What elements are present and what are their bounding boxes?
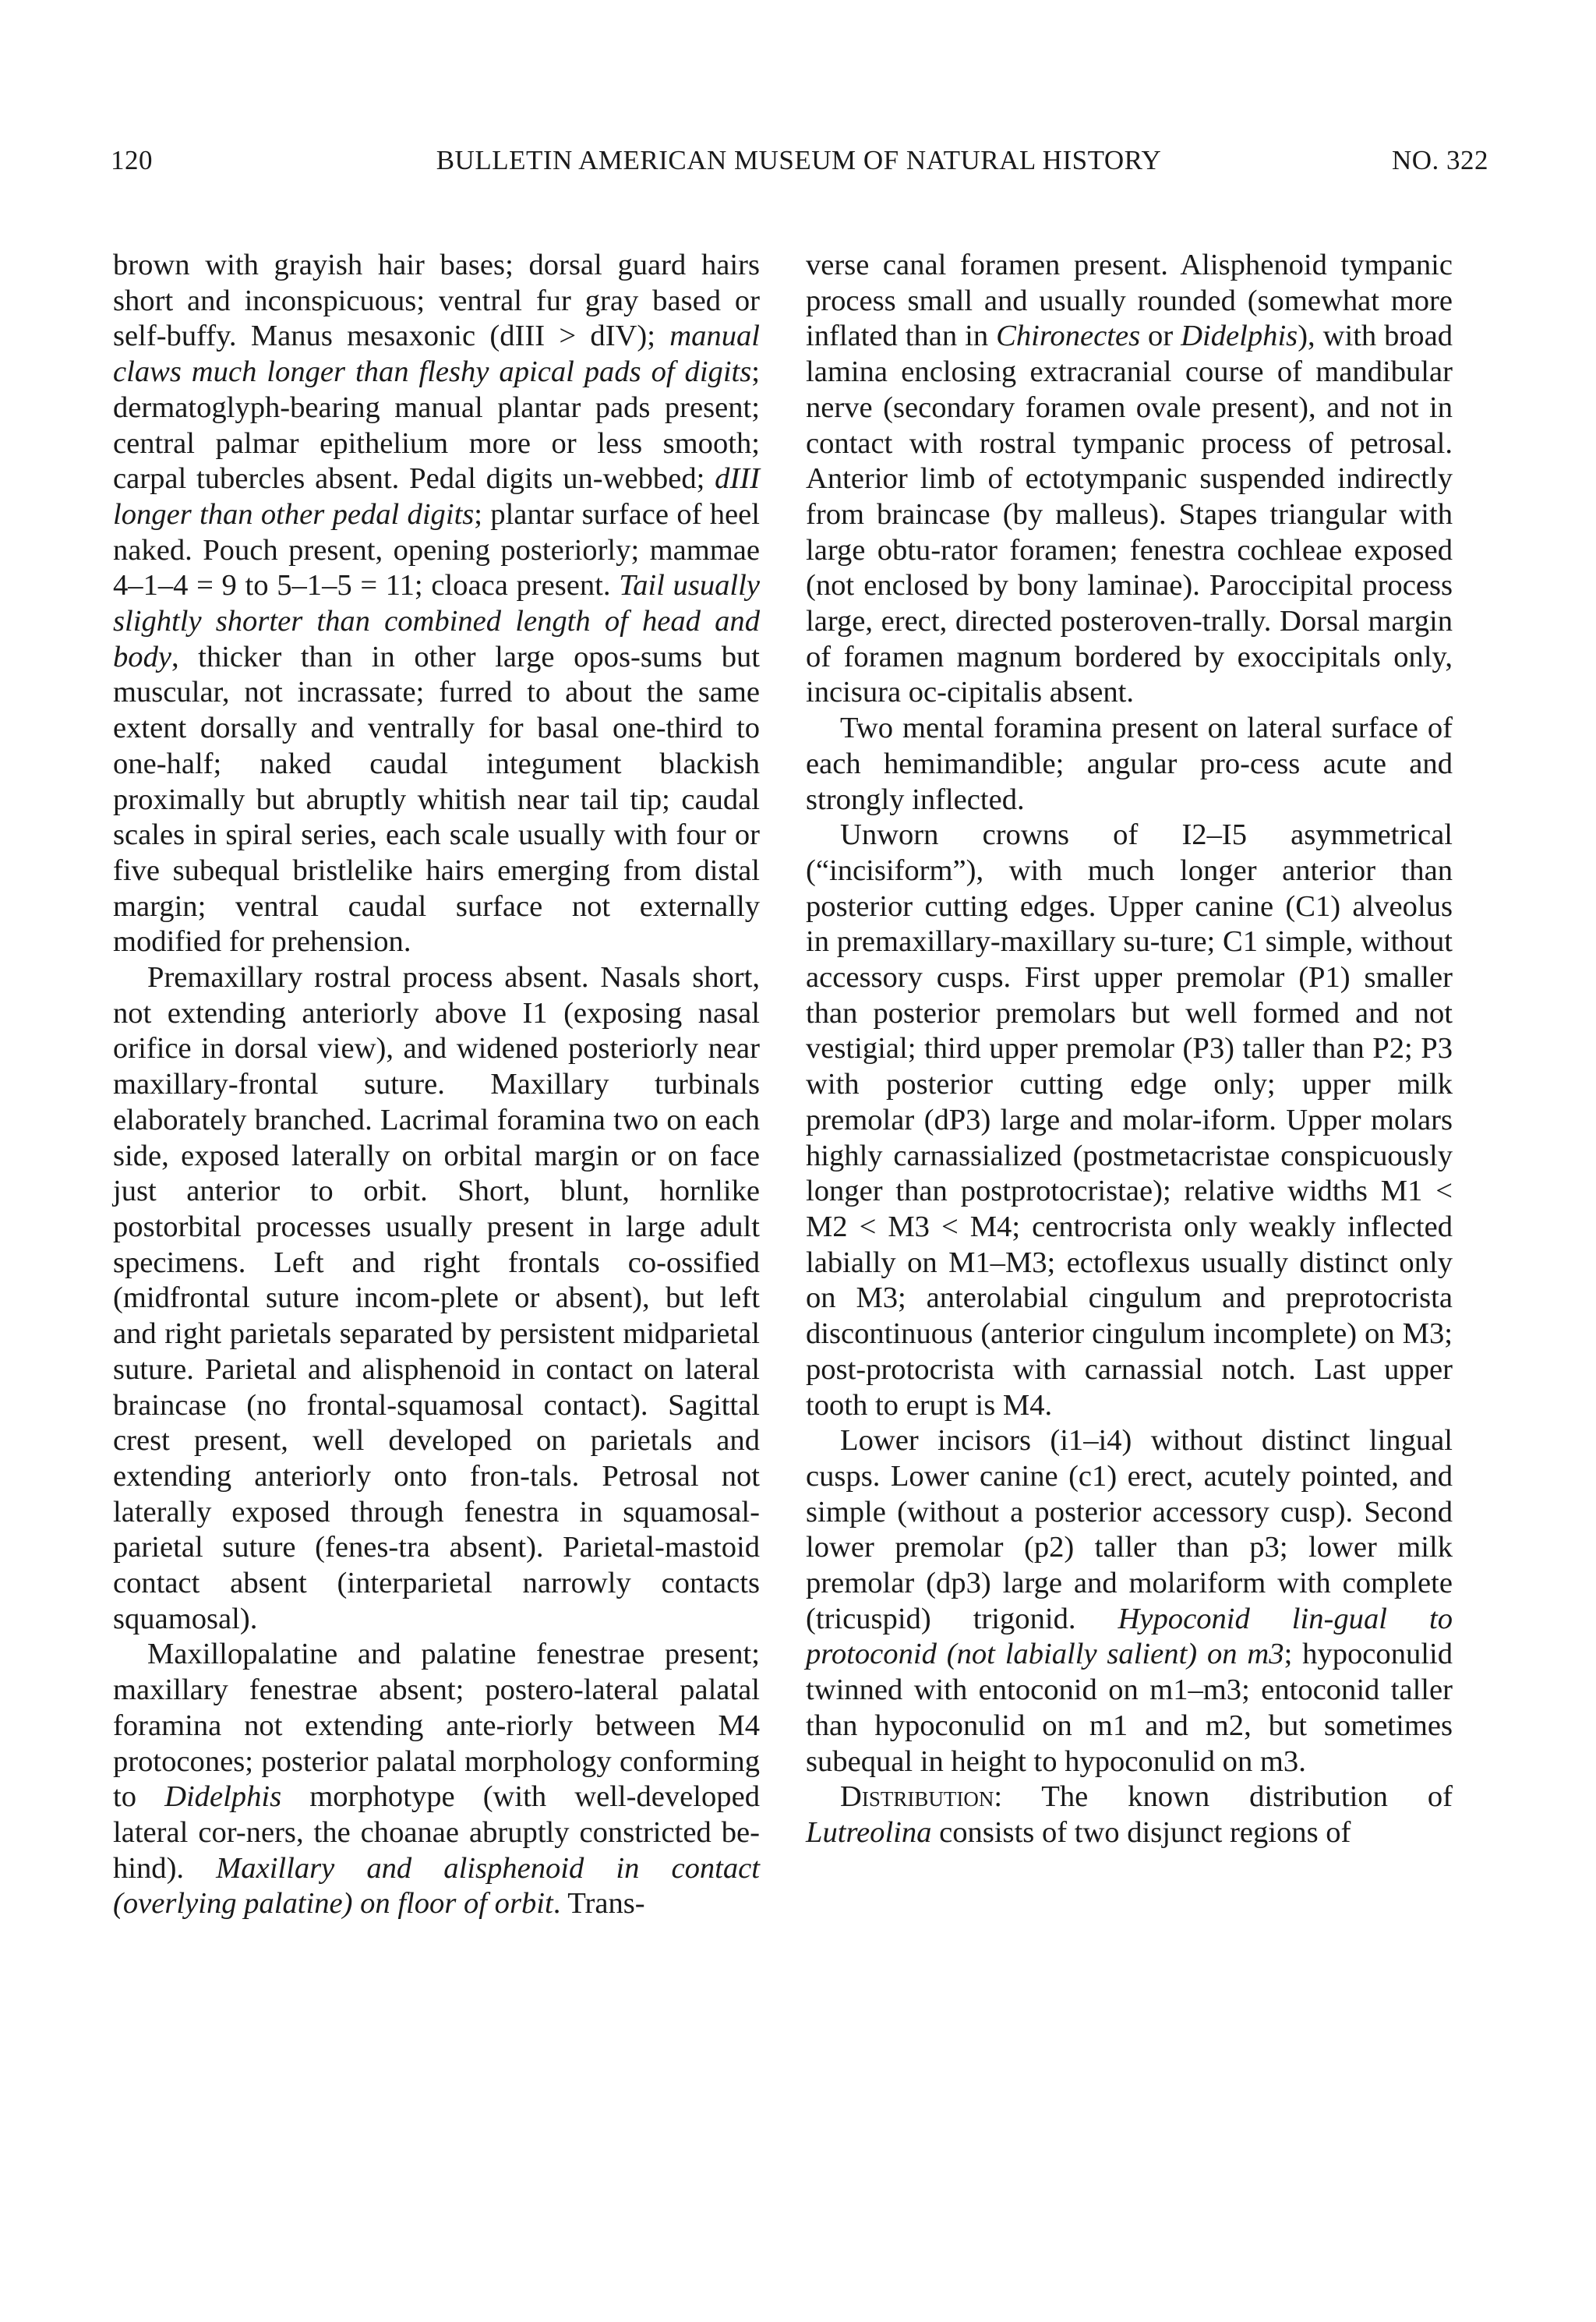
genus-name: Didelphis	[1181, 320, 1298, 353]
paragraph-distribution	[806, 1779, 1453, 1850]
italic-diagnostic: Hypoconid lin-gual to protoconid (not labially salient) on m3	[806, 1602, 1453, 1671]
paragraph-lower-dentition	[806, 1423, 1453, 1779]
paragraph-skull-dorsal: Premaxillary rostral process absent. Nasals short, not extending anteriorly above I1 (exposing nasal orifice in dorsal view), and widened posteriorly near maxillary-frontal suture. Maxillary turbinals elaborately branched. Lacrimal foramina two on each side, exposed laterally on orbital margin or on face just anterior to orbit. Short, blunt, hornlike postorbital processes usually present in large adult specimens. Left and right frontals co-ossified (midfrontal suture incom-plete or absent), but left and right parietals separated by persistent midparietal suture. Parietal and alisphenoid in contact on lateral braincase (no frontal-squamosal contact). Sagittal crest present, well developed on parietals and extending anteriorly onto fron-tals. Petrosal not laterally exposed through fenestra in squamosal-parietal suture (fenes-tra absent). Parietal-mastoid contact absent (interparietal narrowly contacts squamosal).	[113, 961, 760, 1635]
text-run: ; dermatoglyph-bearing manual plantar pads present; central palmar epithelium more or less smooth; carpal tubercles absent. Pedal digits un-webbed;	[113, 355, 760, 496]
italic-diagnostic: Tail usually slightly shorter than combined length of head and body	[113, 569, 760, 673]
italic-diagnostic: Maxillary and alisphenoid in contact (overlying palatine) on floor of orbit	[113, 1851, 760, 1921]
text-run: ; plantar surface of heel naked. Pouch present, opening posteriorly; mammae 4–1–4 = 9 to 5–1–5 = 11; cloaca present.	[113, 497, 760, 603]
text-run: morphotype (with well-developed lateral cor-ners, the choanae abruptly constricted be-hind).	[113, 1780, 761, 1885]
italic-diagnostic: dIII longer than other pedal digits	[113, 462, 760, 531]
text-run: ; hypoconulid twinned with entoconid on m1–m3; entoconid taller than hypoconulid on m1 and m2, but sometimes subequal in height to hypoconulid on m3.	[806, 1638, 1453, 1778]
text-run: brown with grayish hair bases; dorsal guard hairs short and inconspicuous; ventral fur gray based or self-buffy. Manus mesaxonic (dIII > dIV);	[113, 249, 760, 353]
genus-name: Didelphis	[164, 1780, 282, 1814]
section-heading-distribution: Distribution	[840, 1780, 994, 1814]
paragraph-mandible: Two mental foramina present on lateral surface of each hemimandible; angular pro-cess acute and strongly inflected.	[806, 712, 1453, 816]
paragraph-basicranium	[806, 248, 1453, 711]
text-run: , thicker than in other large opos-sums but muscular, not incrassate; furred to about the same extent dorsally and ventrally for basal one-third to one-half; naked caudal integument blackish proximally but abruptly whitish near tail tip; caudal scales in spiral series, each scale usually with four or five subequal bristlelike hairs emerging from distal margin; ventral caudal surface not externally modified for prehension.	[113, 640, 760, 959]
italic-diagnostic: manual claws much longer than fleshy apical pads of digits	[113, 320, 760, 389]
paragraph-palate	[113, 1637, 760, 1922]
text-run: Lower incisors (i1–i4) without distinct lingual cusps. Lower canine (c1) erect, acutely pointed, and simple (without a posterior accessory cusp). Second lower premolar (p2) taller than p3; lower milk premolar (dp3) large and molariform with complete (tricuspid) trigonid.	[806, 1424, 1453, 1635]
right-column	[806, 248, 1453, 1851]
paragraph-upper-dentition: Unworn crowns of I2–I5 asymmetrical (“incisiform”), with much longer anterior than posterior cutting edges. Upper canine (C1) alveolus in premaxillary-maxillary su-ture; C1 simple, without accessory cusps. First upper premolar (P1) smaller than posterior premolars but well formed and not vestigial; third upper premolar (P3) taller than P2; P3 with posterior cutting edge only; upper milk premolar (dP3) large and molar-iform. Upper molars highly carnassialized (postmetacristae conspicuously longer than postprotocristae); relative widths M1 < M2 < M3 < M4; centrocrista only weakly inflected labially on M1–M3; ectoflexus usually distinct only on M3; anterolabial cingulum and preprotocrista discontinuous (anterior cingulum incomplete) on M3; post-protocrista with carnassial notch. Last upper tooth to erupt is M4.	[806, 818, 1453, 1422]
issue-number: NO. 322	[1391, 145, 1488, 175]
text-run: : The known distribution of	[994, 1780, 1453, 1814]
text-run: consists of two disjunct regions of	[931, 1815, 1351, 1849]
text-run: . Trans-	[553, 1887, 645, 1921]
left-column	[113, 248, 760, 1922]
page-number: 120	[111, 145, 153, 175]
genus-name: Lutreolina	[806, 1815, 932, 1849]
text-run: or	[1140, 320, 1181, 353]
running-title: BULLETIN AMERICAN MUSEUM OF NATURAL HISTORY	[436, 145, 1162, 175]
text-run: verse canal foramen present. Alisphenoid tympanic process small and usually rounded (somewhat more inflated than in	[806, 249, 1453, 353]
running-header	[109, 145, 1488, 184]
text-run: ), with broad lamina enclosing extracranial course of mandibular nerve (secondary foramen ovale present), and not in contact with rostral tympanic process of petrosal. Anterior limb of ectotympanic suspended indirectly from braincase (by malleus). Stapes triangular with large obtu-rator foramen; fenestra cochleae exposed (not enclosed by bony laminae). Paroccipital process large, erect, directed posteroven-trally. Dorsal margin of foramen magnum bordered by exoccipitals only, incisura oc-cipitalis absent.	[806, 320, 1453, 709]
paragraph-pelage-manus-tail	[113, 248, 760, 960]
genus-name: Chironectes	[996, 320, 1141, 353]
text-run: Maxillopalatine and palatine fenestrae present; maxillary fenestrae absent; postero-lateral palatal foramina not extending ante-riorly between M4 protocones; posterior palatal morphology conforming to	[113, 1638, 760, 1814]
